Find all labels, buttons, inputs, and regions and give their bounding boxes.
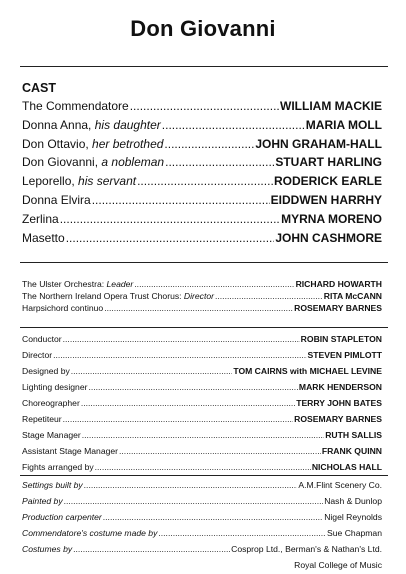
production-row: Conductor ..... ROBIN STAPLETON [22, 331, 382, 347]
orchestra-list [22, 278, 382, 314]
credit-row: Settings built by ..... A.M.Flint Scenery Co. [22, 477, 382, 493]
orchestra-row: Harpsichord continuo ..... ROSEMARY BARNES [22, 302, 382, 314]
orchestra-row: The Ulster Orchestra: Leader ..... RICHARD HOWARTH [22, 278, 382, 290]
cast-row: The Commendatore ..... WILLIAM MACKIE [22, 97, 382, 116]
production-row: Fights arranged by ..... NICHOLAS HALL [22, 459, 382, 475]
cast-heading: CAST [22, 81, 57, 95]
orchestra-row: The Northern Ireland Opera Trust Chorus: Director ..... RITA McCANN [22, 290, 382, 302]
cast-row: Don Ottavio, her betrothed ..... JOHN GRAHAM-HALL [22, 135, 382, 154]
credit-extra-line: Royal College of Music [294, 560, 382, 570]
production-row: Designed by ..... TOM CAIRNS with MICHAEL LEVINE [22, 363, 382, 379]
section-divider [20, 475, 388, 476]
production-row: Stage Manager ..... RUTH SALLIS [22, 427, 382, 443]
cast-row: Donna Elvira ..... EIDDWEN HARRHY [22, 191, 382, 210]
cast-row: Leporello, his servant ..... RODERICK EARLE [22, 172, 382, 191]
cast-row: Zerlina ..... MYRNA MORENO [22, 210, 382, 229]
credit-row: Commendatore's costume made by ..... Sue Chapman [22, 525, 382, 541]
credit-row: Costumes by ..... Cosprop Ltd., Berman's & Nathan's Ltd. [22, 541, 382, 557]
production-row: Choreographer ..... TERRY JOHN BATES [22, 395, 382, 411]
production-row: Repetiteur ..... ROSEMARY BARNES [22, 411, 382, 427]
production-list [22, 331, 382, 475]
production-row: Director ..... STEVEN PIMLOTT [22, 347, 382, 363]
title-divider [20, 66, 388, 67]
cast-list [22, 97, 382, 247]
cast-row: Masetto ..... JOHN CASHMORE [22, 229, 382, 248]
section-divider [20, 262, 388, 263]
cast-row: Donna Anna, his daughter ..... MARIA MOLL [22, 116, 382, 135]
section-divider [20, 327, 388, 328]
credit-row: Painted by ..... Nash & Dunlop [22, 493, 382, 509]
production-row: Assistant Stage Manager ..... FRANK QUINN [22, 443, 382, 459]
cast-row: Don Giovanni, a nobleman ..... STUART HARLING [22, 153, 382, 172]
credit-row: Production carpenter ..... Nigel Reynolds [22, 509, 382, 525]
production-row: Lighting designer ..... MARK HENDERSON [22, 379, 382, 395]
credits-list [22, 477, 382, 573]
page-title: Don Giovanni [130, 16, 276, 41]
